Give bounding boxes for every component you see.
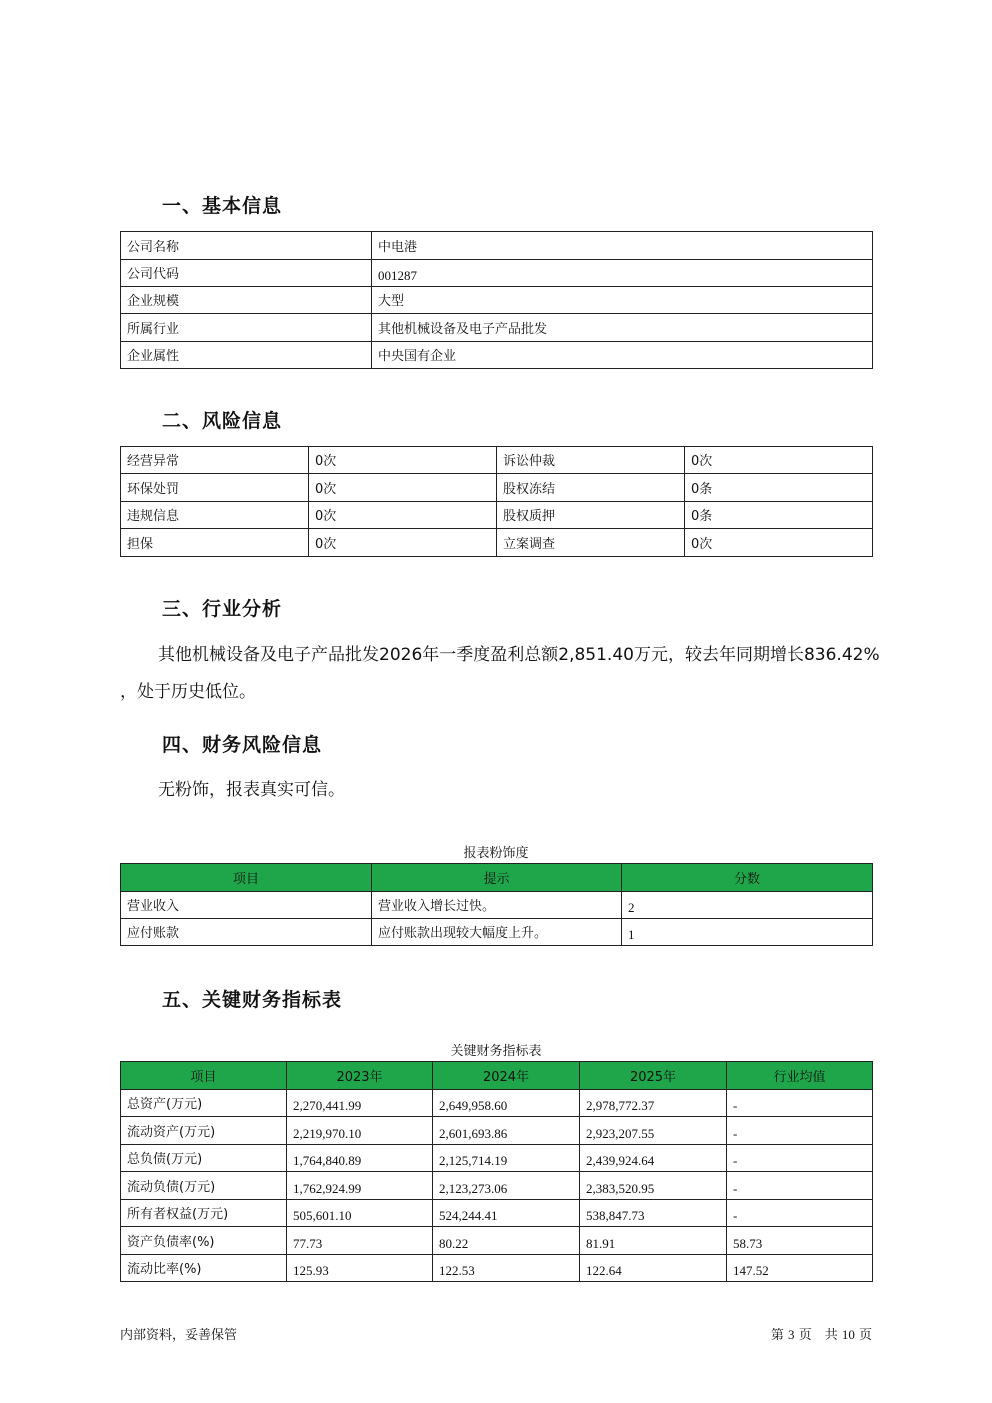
whitewash-hint: 营业收入增长过快。 (372, 892, 622, 919)
column-header: 分数 (622, 864, 873, 892)
indicator-value-2023: 77.73 (287, 1227, 433, 1255)
whitewash-score: 1 (622, 919, 873, 946)
indicator-value-2025: 538,847.73 (580, 1200, 727, 1227)
indicator-value-2024: 2,123,273.06 (433, 1172, 580, 1200)
section-title-basic-info: 一、基本信息 (162, 195, 283, 217)
basic-info-label: 企业规模 (121, 287, 372, 314)
table-row (121, 474, 873, 502)
table-row (121, 529, 873, 557)
column-header: 项目 (121, 1062, 287, 1090)
basic-info-value: 001287 (372, 260, 873, 287)
basic-info-value: 中央国有企业 (372, 342, 873, 369)
column-header: 提示 (372, 864, 622, 892)
section-title-financial-risk: 四、财务风险信息 (162, 734, 323, 756)
indicator-industry-avg: - (727, 1200, 873, 1227)
table-row (121, 314, 873, 342)
indicator-industry-avg: - (727, 1090, 873, 1117)
indicator-industry-avg: - (727, 1117, 873, 1145)
table-header-row (121, 864, 873, 892)
table-row (121, 1090, 873, 1117)
indicator-value-2025: 2,978,772.37 (580, 1090, 727, 1117)
key-indicators-table (120, 1061, 873, 1282)
indicator-industry-avg: 58.73 (727, 1227, 873, 1255)
financial-risk-summary (120, 772, 895, 809)
indicator-value-2025: 2,439,924.64 (580, 1145, 727, 1172)
basic-info-label: 公司代码 (121, 260, 372, 287)
risk-label: 违规信息 (121, 502, 309, 529)
footer-confidential-note: 内部资料，妥善保管 (120, 1328, 238, 1343)
risk-label: 股权冻结 (497, 474, 685, 502)
indicator-value-2024: 80.22 (433, 1227, 580, 1255)
column-header: 行业均值 (727, 1062, 873, 1090)
column-header: 2025年 (580, 1062, 727, 1090)
page-prefix: 第 (770, 1328, 784, 1343)
basic-info-value: 其他机械设备及电子产品批发 (372, 314, 873, 342)
whitewash-item: 应付账款 (121, 919, 372, 946)
indicator-value-2025: 2,923,207.55 (580, 1117, 727, 1145)
table-row (121, 1117, 873, 1145)
table-row (121, 1255, 873, 1282)
table-row (121, 287, 873, 314)
table-row (121, 1145, 873, 1172)
indicator-name: 流动比率(%) (121, 1255, 287, 1282)
industry-analysis-line2: ，处于历史低位。 (120, 682, 256, 702)
indicator-name: 流动负债(万元) (121, 1172, 287, 1200)
section-title-key-indicators: 五、关键财务指标表 (162, 989, 343, 1011)
column-header: 项目 (121, 864, 372, 892)
table-header-row (121, 1062, 873, 1090)
risk-value: 0次 (685, 529, 873, 557)
table-row (121, 260, 873, 287)
column-header: 2024年 (433, 1062, 580, 1090)
indicator-name: 总负债(万元) (121, 1145, 287, 1172)
page-current: 3 (788, 1327, 795, 1342)
indicator-industry-avg: 147.52 (727, 1255, 873, 1282)
table-row (121, 1227, 873, 1255)
table-row (121, 1172, 873, 1200)
indicator-name: 总资产(万元) (121, 1090, 287, 1117)
indicator-value-2023: 2,219,970.10 (287, 1117, 433, 1145)
indicator-industry-avg: - (727, 1145, 873, 1172)
whitewash-table-caption: 报表粉饰度 (463, 846, 529, 861)
risk-label: 经营异常 (121, 447, 309, 474)
table-row (121, 232, 873, 260)
risk-value: 0次 (309, 447, 497, 474)
risk-value: 0条 (685, 502, 873, 529)
industry-analysis-line1: 其他机械设备及电子产品批发2026年一季度盈利总额2,851.40万元，较去年同期增长836.42% (158, 645, 880, 665)
basic-info-value: 大型 (372, 287, 873, 314)
basic-info-value: 中电港 (372, 232, 873, 260)
indicator-name: 所有者权益(万元) (121, 1200, 287, 1227)
whitewash-item: 营业收入 (121, 892, 372, 919)
indicator-name: 资产负债率(%) (121, 1227, 287, 1255)
indicator-value-2023: 1,762,924.99 (287, 1172, 433, 1200)
indicator-value-2024: 2,649,958.60 (433, 1090, 580, 1117)
indicator-value-2023: 125.93 (287, 1255, 433, 1282)
section-title-risk-info: 二、风险信息 (162, 410, 283, 432)
page-mid: 页 共 (798, 1328, 838, 1343)
page-suffix: 页 (858, 1328, 872, 1343)
key-table-caption: 关键财务指标表 (450, 1044, 542, 1059)
table-row (121, 502, 873, 529)
risk-label: 立案调查 (497, 529, 685, 557)
risk-label: 诉讼仲裁 (497, 447, 685, 474)
indicator-value-2025: 81.91 (580, 1227, 727, 1255)
footer-page-number (771, 1324, 872, 1343)
risk-value: 0次 (309, 474, 497, 502)
risk-value: 0次 (309, 502, 497, 529)
table-row (121, 342, 873, 369)
risk-value: 0次 (685, 447, 873, 474)
section-title-industry-analysis: 三、行业分析 (162, 598, 283, 620)
indicator-value-2023: 2,270,441.99 (287, 1090, 433, 1117)
basic-info-label: 公司名称 (121, 232, 372, 260)
indicator-value-2024: 122.53 (433, 1255, 580, 1282)
whitewash-score: 2 (622, 892, 873, 919)
table-row (121, 447, 873, 474)
table-row (121, 892, 873, 919)
indicator-industry-avg: - (727, 1172, 873, 1200)
indicator-value-2023: 505,601.10 (287, 1200, 433, 1227)
financial-risk-summary-text: 无粉饰，报表真实可信。 (158, 780, 345, 800)
indicator-value-2025: 122.64 (580, 1255, 727, 1282)
basic-info-table (120, 231, 873, 369)
basic-info-label: 企业属性 (121, 342, 372, 369)
indicator-value-2023: 1,764,840.89 (287, 1145, 433, 1172)
page-total: 10 (841, 1327, 855, 1342)
basic-info-label: 所属行业 (121, 314, 372, 342)
industry-analysis-paragraph (120, 637, 895, 711)
whitewash-table (120, 863, 873, 946)
risk-value: 0条 (685, 474, 873, 502)
indicator-value-2025: 2,383,520.95 (580, 1172, 727, 1200)
indicator-value-2024: 2,125,714.19 (433, 1145, 580, 1172)
indicator-value-2024: 2,601,693.86 (433, 1117, 580, 1145)
column-header: 2023年 (287, 1062, 433, 1090)
indicator-value-2024: 524,244.41 (433, 1200, 580, 1227)
risk-label: 环保处罚 (121, 474, 309, 502)
risk-label: 股权质押 (497, 502, 685, 529)
whitewash-hint: 应付账款出现较大幅度上升。 (372, 919, 622, 946)
table-row (121, 919, 873, 946)
indicator-name: 流动资产(万元) (121, 1117, 287, 1145)
risk-info-table (120, 446, 873, 557)
table-row (121, 1200, 873, 1227)
risk-value: 0次 (309, 529, 497, 557)
risk-label: 担保 (121, 529, 309, 557)
